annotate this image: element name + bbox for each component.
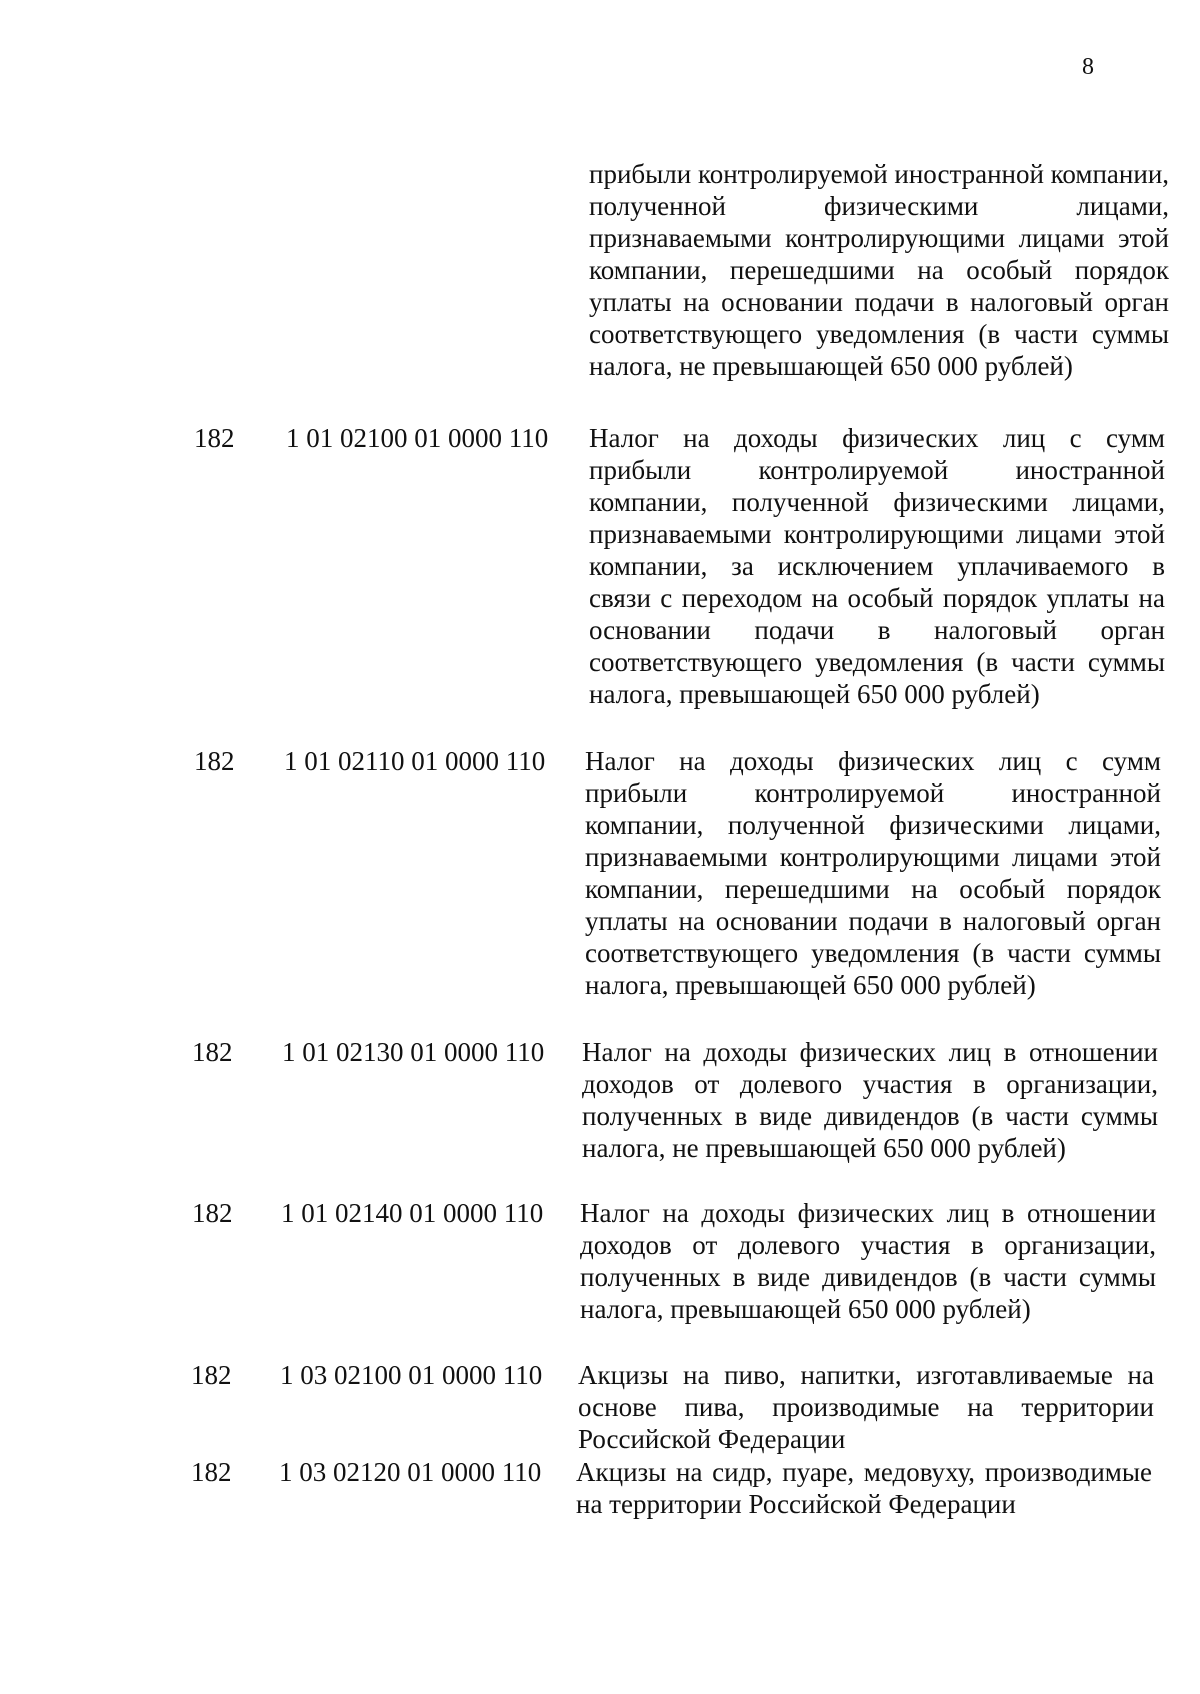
- kbk-code: 1 01 02100 01 0000 110: [286, 423, 549, 453]
- row-description: Налог на доходы физических лиц с сумм прибыли контролируемой иностранной компании, полученной физическими лицами, признаваемыми контролирующими лицами этой компании, перешедшими на особый порядок уплаты на основании подачи в налоговый орган соответствующего уведомления (в части суммы налога, превышающей 650 000 рублей): [585, 746, 1161, 1000]
- kbk-code: 1 01 02110 01 0000 110: [284, 746, 546, 776]
- admin-code: 182: [192, 1198, 233, 1228]
- admin-code: 182: [191, 1457, 232, 1487]
- row-description: Налог на доходы физических лиц в отношении доходов от долевого участия в организации, полученных в виде дивидендов (в части суммы налога, не превышающей 650 000 рублей): [582, 1037, 1158, 1163]
- row-description: Акцизы на сидр, пуаре, медовуху, производимые на территории Российской Федерации: [576, 1457, 1152, 1519]
- admin-code: 182: [194, 746, 235, 776]
- row-description: Налог на доходы физических лиц с сумм прибыли контролируемой иностранной компании, полученной физическими лицами, признаваемыми контролирующими лицами этой компании, за исключением уплачиваемого в связи с переходом на особый порядок уплаты на основании подачи в налоговый орган соответствующего уведомления (в части суммы налога, превышающей 650 000 рублей): [589, 423, 1165, 709]
- admin-code: 182: [191, 1360, 232, 1390]
- admin-code: 182: [194, 423, 235, 453]
- row-description: Налог на доходы физических лиц в отношении доходов от долевого участия в организации, полученных в виде дивидендов (в части суммы налога, превышающей 650 000 рублей): [580, 1198, 1156, 1324]
- kbk-code: 1 01 02130 01 0000 110: [282, 1037, 545, 1067]
- row-description: Акцизы на пиво, напитки, изготавливаемые на основе пива, производимые на территории Российской Федерации: [578, 1360, 1154, 1454]
- admin-code: 182: [192, 1037, 233, 1067]
- kbk-code: 1 03 02120 01 0000 110: [279, 1457, 542, 1487]
- page-number: 8: [1082, 54, 1094, 80]
- kbk-code: 1 01 02140 01 0000 110: [281, 1198, 544, 1228]
- continuation-description: прибыли контролируемой иностранной компании, полученной физическими лицами, признаваемыми контролирующими лицами этой компании, перешедшими на особый порядок уплаты на основании подачи в налоговый орган соответствующего уведомления (в части суммы налога, не превышающей 650 000 рублей): [589, 159, 1170, 381]
- kbk-code: 1 03 02100 01 0000 110: [280, 1360, 543, 1390]
